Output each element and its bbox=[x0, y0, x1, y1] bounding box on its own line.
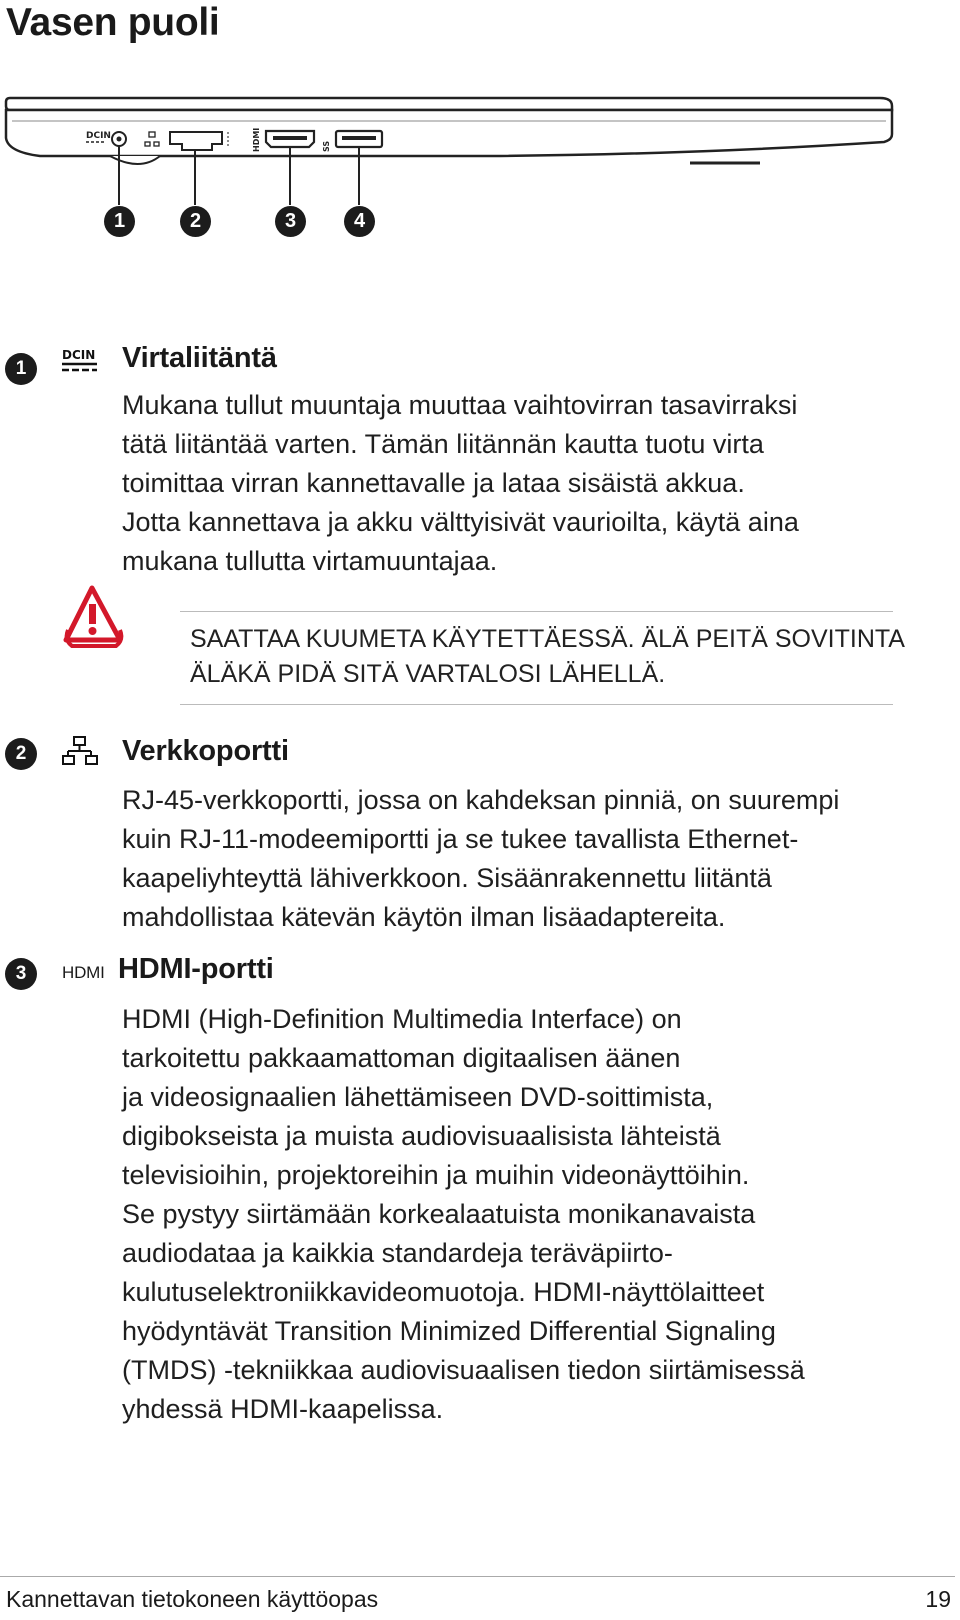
paragraph-line: hyödyntävät Transition Minimized Differential Signaling bbox=[122, 1316, 776, 1346]
hdmi-port-contacts bbox=[273, 136, 307, 140]
paragraph-line: mahdollistaa kätevän käytön ilman lisäadaptereita. bbox=[122, 902, 726, 932]
usb-port-tongue bbox=[342, 136, 376, 140]
lan-icon bbox=[62, 735, 98, 767]
paragraph-line: audiodataa ja kaikkia standardeja teräväpiirto- bbox=[122, 1238, 673, 1268]
paragraph-line: kaapeliyhteyttä lähiverkkoon. Sisäänrakennettu liitäntä bbox=[122, 863, 772, 893]
section-number-1: 1 bbox=[5, 353, 37, 385]
section-heading-hdmi: HDMI-portti bbox=[118, 953, 274, 985]
callout-1: 1 bbox=[104, 206, 135, 237]
paragraph-line: tarkoitettu pakkaamattoman digitaalisen äänen bbox=[122, 1043, 681, 1073]
section-body-hdmi bbox=[122, 1000, 912, 1429]
paragraph-line: Se pystyy siirtämään korkealaatuista monikanavaista bbox=[122, 1199, 756, 1229]
paragraph-line: kulutuselektroniikkavideomuotoja. HDMI-näyttölaitteet bbox=[122, 1277, 765, 1307]
paragraph-line: televisioihin, projektoreihin ja muihin videonäyttöihin. bbox=[122, 1160, 750, 1190]
warning-top-rule bbox=[180, 611, 893, 612]
paragraph-line: ja videosignaalien lähettämiseen DVD-soittimista, bbox=[122, 1082, 714, 1112]
laptop-base bbox=[6, 110, 892, 156]
section-number-3: 3 bbox=[5, 958, 37, 990]
paragraph-line: tätä liitäntää varten. Tämän liitännän kautta tuotu virta bbox=[122, 429, 764, 459]
dcin-port-pin bbox=[117, 137, 122, 142]
footer-rule bbox=[0, 1576, 955, 1577]
paragraph-line: (TMDS) -tekniikkaa audiovisuaalisen tiedon siirtämisessä bbox=[122, 1355, 805, 1385]
usb-port-label: SS bbox=[322, 140, 331, 152]
paragraph-line: mukana tullutta virtamuuntajaa. bbox=[122, 546, 498, 576]
warning-bottom-rule bbox=[180, 704, 893, 705]
paragraph-line: kuin RJ-11-modeemiportti ja se tukee tavallista Ethernet- bbox=[122, 824, 799, 854]
hdmi-port-label: HDMI bbox=[252, 127, 261, 152]
section-number-2: 2 bbox=[5, 738, 37, 770]
paragraph-line: toimittaa virran kannettavalle ja lataa sisäistä akkua. bbox=[122, 468, 745, 498]
section-heading-network: Verkkoportti bbox=[122, 735, 289, 767]
section-heading-power: Virtaliitäntä bbox=[122, 342, 277, 374]
paragraph-line: Mukana tullut muuntaja muuttaa vaihtovirran tasavirraksi bbox=[122, 390, 798, 420]
page-title: Vasen puoli bbox=[6, 1, 220, 44]
paragraph-line: digibokseista ja muista audiovisuaalisista lähteistä bbox=[122, 1121, 721, 1151]
warning-hot-icon bbox=[62, 584, 124, 648]
footer-title: Kannettavan tietokoneen käyttöopas bbox=[6, 1586, 379, 1612]
warning-line: ÄLÄKÄ PIDÄ SITÄ VARTALOSI LÄHELLÄ. bbox=[190, 660, 666, 688]
callout-3: 3 bbox=[275, 206, 306, 237]
laptop-side-illustration bbox=[0, 90, 960, 260]
paragraph-line: HDMI (High-Definition Multimedia Interface) on bbox=[122, 1004, 682, 1034]
warning-line: SAATTAA KUUMETA KÄYTETTÄESSÄ. ÄLÄ PEITÄ SOVITINTA bbox=[190, 625, 905, 653]
laptop-left-side-figure bbox=[0, 90, 960, 260]
dcin-icon bbox=[62, 347, 98, 373]
hdmi-icon: HDMI bbox=[62, 963, 105, 982]
laptop-lid bbox=[6, 98, 892, 110]
page-number: 19 bbox=[925, 1586, 951, 1612]
section-body-network bbox=[122, 781, 912, 937]
callout-4: 4 bbox=[344, 206, 375, 237]
paragraph-line: Jotta kannettava ja akku välttyisivät vaurioilta, käytä aina bbox=[122, 507, 799, 537]
paragraph-line: yhdessä HDMI-kaapelissa. bbox=[122, 1394, 444, 1424]
paragraph-line: RJ-45-verkkoportti, jossa on kahdeksan pinniä, on suurempi bbox=[122, 785, 840, 815]
dcin-icon-text: DCIN bbox=[62, 348, 96, 362]
warning-text bbox=[190, 622, 905, 692]
laptop-foot-left bbox=[110, 156, 160, 164]
callout-2: 2 bbox=[180, 206, 211, 237]
dcin-port-label: DCIN bbox=[86, 131, 111, 141]
section-body-power bbox=[122, 386, 912, 581]
